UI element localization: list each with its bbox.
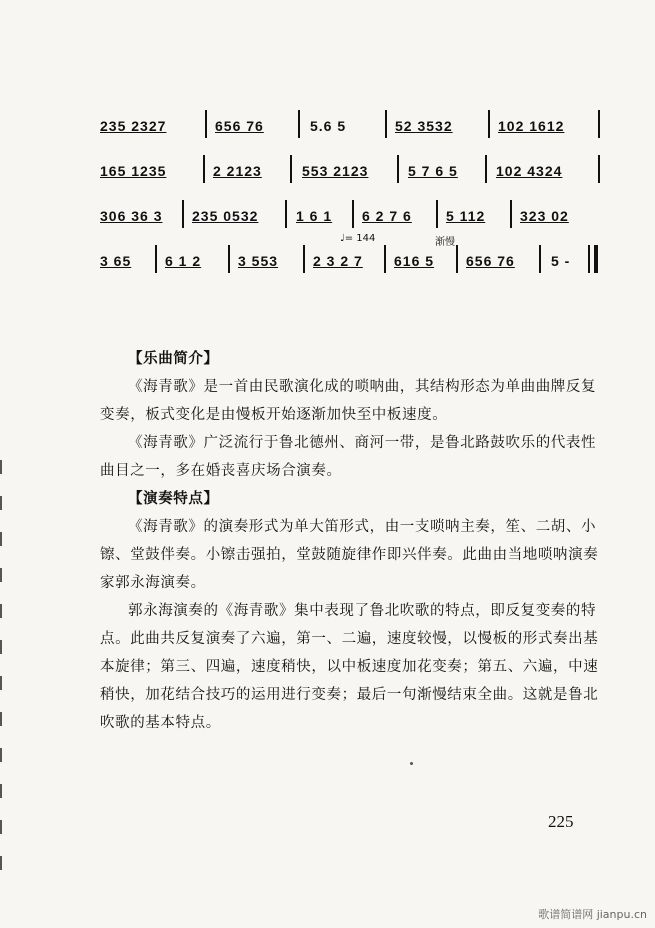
bar-line [385,110,387,138]
score-measure: 102 4324 [496,163,563,179]
tempo-mark: ♩= 144 [340,233,376,244]
bar-line [510,200,512,228]
score-line-2 [100,155,605,185]
bar-line [456,245,458,273]
page-number: 225 [548,812,574,831]
bar-line [598,110,600,138]
bar-line [290,155,292,183]
score-measure: 102 1612 [498,118,565,134]
performance-paragraph-2: 郭永海演奏的《海青歌》集中表现了鲁北吹歌的特点，即反复变奏的特点。此曲共反复演奏了六遍，第一、二遍，速度较慢，以慢板的形式奏出基本旋律；第三、四遍，速度稍快，以中板速度加花变奏；第五、六遍，中速稍快，加花结合技巧的运用进行变奏；最后一句渐慢结束全曲。这就是鲁北吹歌的基本特点。 [100,603,599,731]
score-measure: 616 5 [394,253,435,269]
scan-speck [410,762,413,765]
score-measure: 5 112 [446,208,486,224]
bar-line [485,155,487,183]
intro-paragraph-1: 《海青歌》是一首由民歌演化成的唢呐曲，其结构形态为单曲曲牌反复变奏，板式变化是由慢板开始逐渐加快至中板速度。 [100,379,597,423]
score-measure: 5 - [551,253,571,269]
watermark: 歌谱简谱网 jianpu.cn [538,908,647,921]
body-text [100,345,605,737]
score-measure: 2 3 2 7 [313,253,363,269]
score-line-3 [100,200,605,230]
bar-line [384,245,386,273]
score-measure: 6 2 7 6 [362,208,412,224]
tempo-text: 渐慢 [435,237,455,248]
bar-line [303,245,305,273]
score-measure: 656 76 [466,253,515,269]
score-measure: 6 1 2 [165,253,202,269]
score-line-4 [100,233,605,275]
bar-line [352,200,354,228]
binding-edge-marks [0,460,4,900]
score-measure: 5 7 6 5 [408,163,458,179]
score-measure: 3 65 [100,253,132,269]
score-measure: 5.6 5 [310,118,347,134]
performance-paragraph-1: 《海青歌》的演奏形式为单大笛形式，由一支唢呐主奏，笙、二胡、小镲、堂鼓伴奏。小镲击强拍，堂鼓随旋律作即兴伴奏。此曲由当地唢呐演奏家郭永海演奏。 [100,519,599,591]
score-measure: 553 2123 [302,163,369,179]
score-measure: 235 2327 [100,118,167,134]
bar-line [155,245,157,273]
score-measure: 52 3532 [395,118,453,134]
score-measure: 2 2123 [213,163,262,179]
bar-line [539,245,541,273]
intro-paragraph-2: 《海青歌》广泛流行于鲁北德州、商河一带，是鲁北路鼓吹乐的代表性曲目之一，多在婚丧喜庆场合演奏。 [100,435,597,479]
score-measure: 656 76 [215,118,264,134]
final-bar-line [594,245,598,273]
section-heading-performance: 【演奏特点】 [128,491,219,507]
bar-line [598,155,600,183]
bar-line [228,245,230,273]
score-measure: 1 6 1 [296,208,333,224]
bar-line [298,110,300,138]
score-measure: 306 36 3 [100,208,163,224]
score-measure: 165 1235 [100,163,167,179]
bar-line [205,110,207,138]
bar-line [203,155,205,183]
score-line-1 [100,110,605,140]
bar-line [588,245,590,273]
bar-line [397,155,399,183]
bar-line [436,200,438,228]
bar-line [285,200,287,228]
music-score [100,110,605,290]
bar-line [488,110,490,138]
score-measure: 3 553 [238,253,279,269]
score-measure: 323 02 [520,208,569,224]
section-heading-intro: 【乐曲简介】 [128,351,219,367]
score-measure: 235 0532 [192,208,259,224]
bar-line [182,200,184,228]
